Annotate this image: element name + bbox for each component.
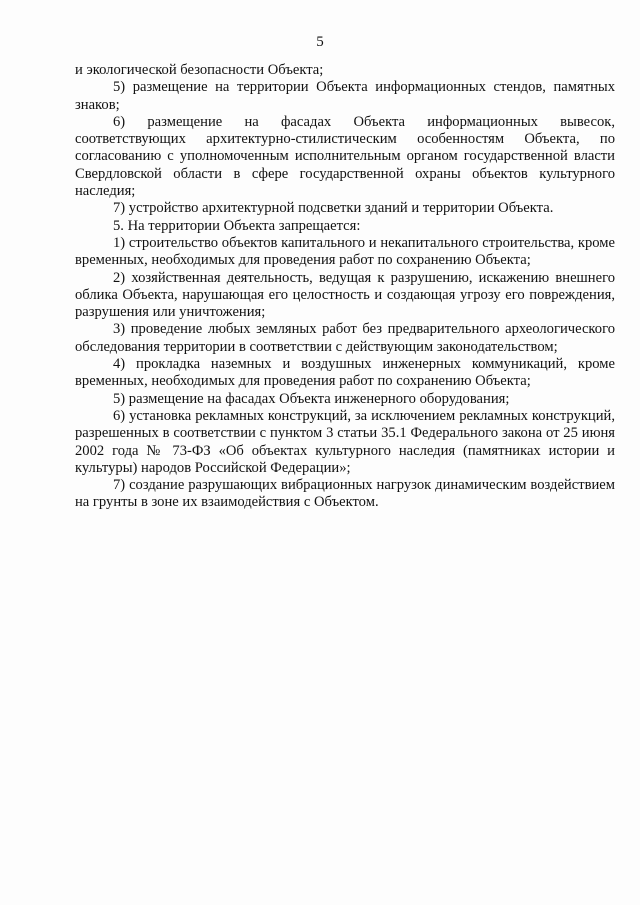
prohibition-item-5: 5) размещение на фасадах Объекта инженерного оборудования; xyxy=(113,390,510,407)
prohibition-item-1: 1) строительство объектов капитального и некапитального строительства, кроме временных, необходимых для проведения работ по сохранению Объекта; xyxy=(75,234,615,269)
paragraph-continuation: и экологической безопасности Объекта; xyxy=(75,62,324,78)
document-body xyxy=(75,62,615,512)
prohibition-item-7: 7) создание разрушающих вибрационных нагрузок динамическим воздействием на грунты в зоне их взаимодействия с Объектом. xyxy=(75,477,615,511)
prohibition-item-4: 4) прокладка наземных и воздушных инженерных коммуникаций, кроме временных, необходимых для проведения работ по сохранению Объекта; xyxy=(75,356,615,390)
prohibition-item-6: 6) установка рекламных конструкций, за исключением рекламных конструкций, разрешенных в соответствии с пунктом 3 статьи 35.1 Федерального закона от 25 июня 2002 года № 73-ФЗ «Об объектах культурного наследия (памятниках истории и культуры) народов Российской Федерации»; xyxy=(75,407,615,476)
prohibition-item-3: 3) проведение любых земляных работ без предварительного археологического обследования территории в соответствии с действующим законодательством; xyxy=(75,321,615,355)
section-5-heading: 5. На территории Объекта запрещается: xyxy=(113,217,361,234)
paragraph-item-5-stands: 5) размещение на территории Объекта информационных стендов, памятных знаков; xyxy=(75,79,615,113)
paragraph-item-6-signs: 6) размещение на фасадах Объекта информационных вывесок, соответствующих архитектурно-стилистическим особенностям Объекта, по согласованию с уполномоченным исполнительным органом государственной власти Свердловской области в сфере государственной охраны объектов культурного наследия; xyxy=(75,113,615,200)
prohibition-item-2: 2) хозяйственная деятельность, ведущая к разрушению, искажению внешнего облика Объекта, нарушающая его целостность и создающая угрозу его повреждения, разрушения или уничтожения; xyxy=(75,269,615,321)
page-number: 5 xyxy=(316,34,324,50)
paragraph-item-7-lighting: 7) устройство архитектурной подсветки зданий и территории Объекта. xyxy=(113,200,554,217)
